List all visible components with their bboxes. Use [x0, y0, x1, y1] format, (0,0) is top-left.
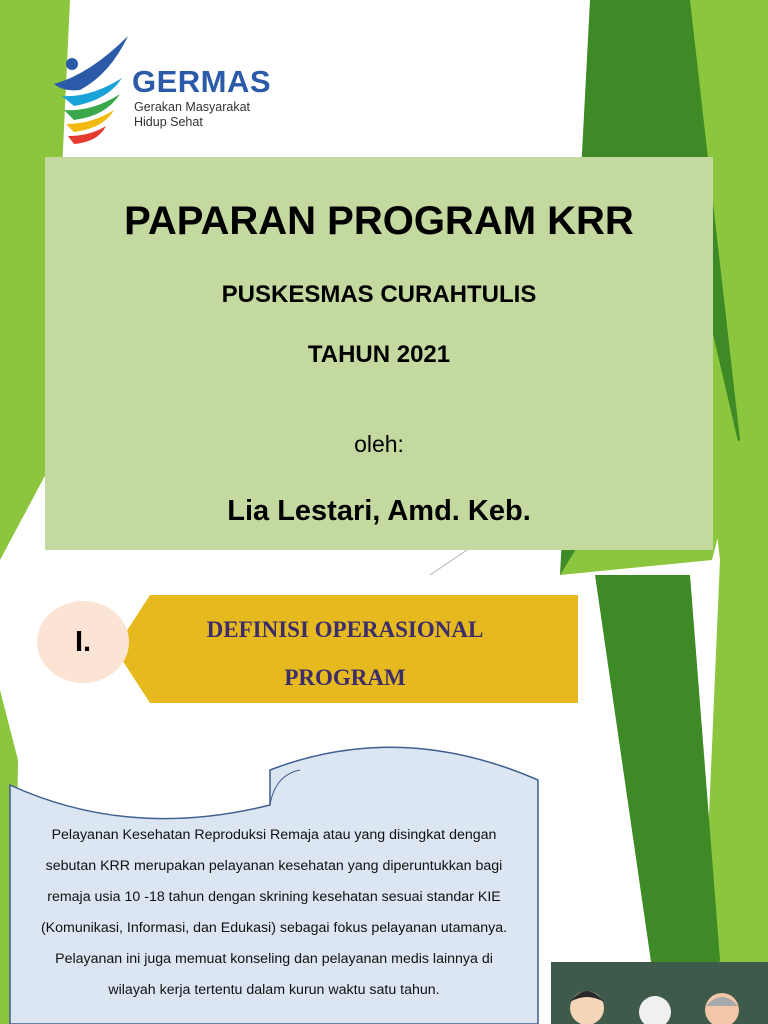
- definition-line: Pelayanan ini juga memuat konseling dan pelayanan medis lainnya di: [55, 951, 493, 967]
- definition-line: (Komunikasi, Informasi, dan Edukasi) sebagai fokus pelayanan utamanya.: [40, 920, 508, 936]
- decor-line: [430, 548, 470, 575]
- definition-line: Pelayanan Kesehatan Reproduksi Remaja atau yang disingkat dengan: [51, 827, 497, 843]
- definition-line: sebutan KRR merupakan pelayanan kesehatan yang diperuntukkan bagi: [45, 858, 503, 874]
- section-heading-line1: DEFINISI OPERASIONAL: [206, 617, 484, 642]
- author-name: Lia Lestari, Amd. Keb.: [227, 495, 531, 527]
- section-heading-line2: PROGRAM: [284, 665, 406, 690]
- germas-logo: [50, 34, 290, 149]
- subtitle-puskesmas: PUSKESMAS CURAHTULIS: [221, 281, 537, 308]
- section-heading: [150, 606, 540, 702]
- definition-text: [14, 820, 534, 1006]
- by-label: oleh:: [354, 431, 404, 457]
- logo-tagline-line2: Hidup Sehat: [134, 115, 203, 129]
- logo-brand: GERMAS: [132, 64, 272, 99]
- germas-logo-icon: [50, 34, 132, 144]
- title-panel: [45, 157, 713, 550]
- definition-line: wilayah kerja tertentu dalam kurun waktu satu tahun.: [108, 982, 440, 998]
- right-dark-green-lower: [595, 575, 720, 1024]
- definition-line: remaja usia 10 -18 tahun dengan skrining kesehatan sesuai standar KIE: [47, 889, 501, 905]
- logo-tagline-line1: Gerakan Masyarakat: [134, 100, 251, 114]
- page-title: PAPARAN PROGRAM KRR: [124, 199, 634, 243]
- subtitle-year: TAHUN 2021: [307, 341, 451, 368]
- section-number-badge: I.: [37, 601, 129, 683]
